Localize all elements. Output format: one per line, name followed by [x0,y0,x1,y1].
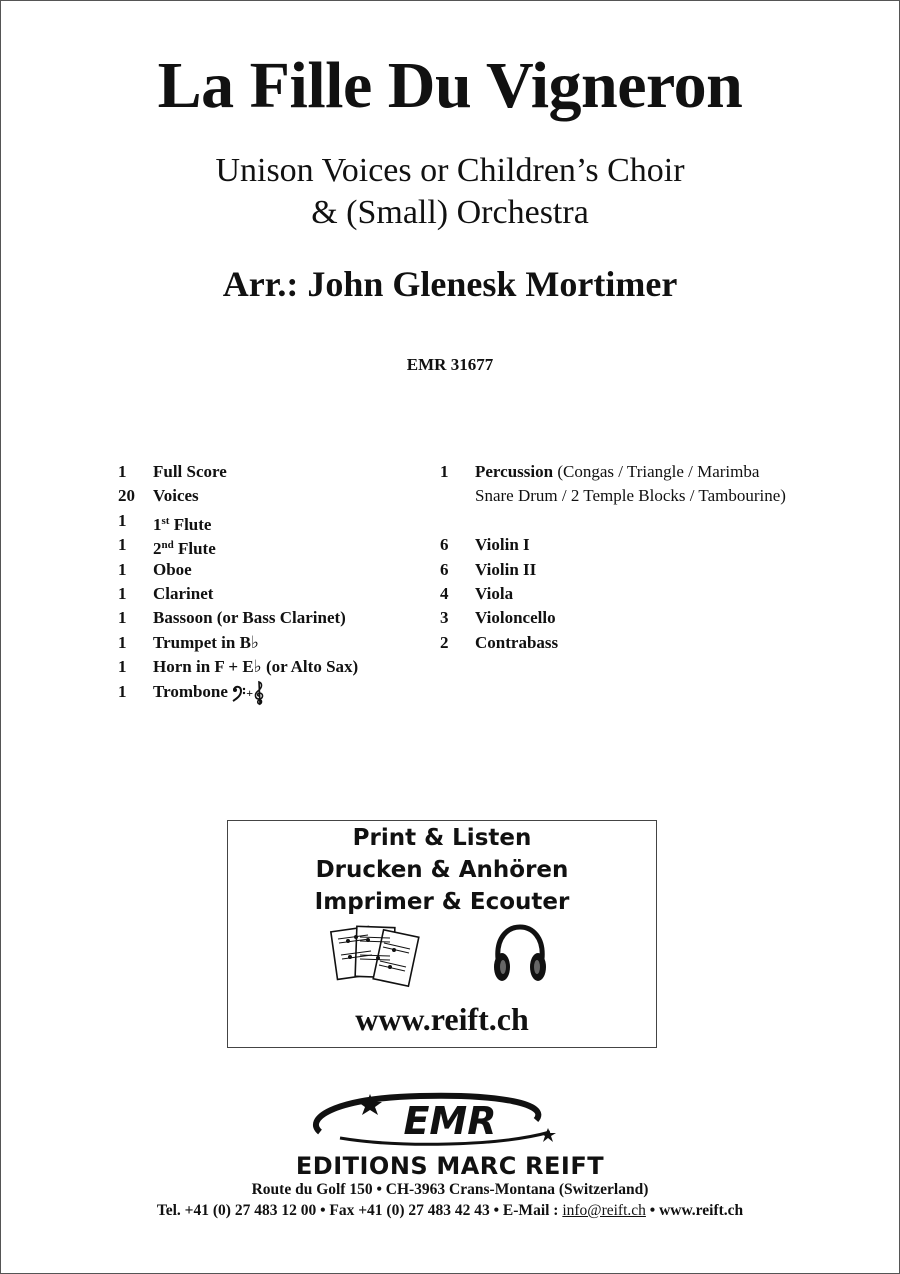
arranger: Arr.: John Glenesk Mortimer [222,264,678,304]
instrument-quantity: 1 [118,559,127,579]
print-and-listen-box [227,820,657,1048]
instrument-quantity: 1 [118,681,127,701]
instrument-quantity: 20 [118,486,135,506]
instrument-label: Trombone [153,681,228,701]
subtitle-line-1: Unison Voices or Children’s Choir [215,152,685,189]
instrument-quantity: 3 [440,608,449,628]
instrument-name: Voices [153,486,199,506]
instrument-label: Flute [178,539,216,559]
emr-star-logo-icon [300,1090,600,1150]
catalog-number: EMR 31677 [406,355,494,374]
contact-phone-fax: Tel. +41 (0) 27 483 12 00 • Fax +41 (0) 27 483 42 43 • E-Mail : [156,1202,559,1219]
instrument-quantity: 4 [440,583,449,603]
instrument-quantity: 6 [440,559,449,579]
instrument-quantity: 1 [118,583,127,603]
sheet-music-icon [328,921,420,991]
instrument-quantity: 1 [440,462,449,481]
instrument-name: Bassoon (or Bass Clarinet) [153,608,346,628]
instrument-name: Oboe [153,559,192,579]
instrument-quantity: 1 [118,632,127,652]
plus-sign: + [246,685,254,700]
instrument-name: Clarinet [153,583,214,603]
ordinal-suffix: st [161,514,170,527]
percussion-detail-line-1: (Congas / Triangle / Marimba [557,462,760,481]
publisher-part-2: MARC [436,1152,517,1180]
instrument-quantity: 1 [118,535,127,555]
publisher-contact [0,1202,900,1220]
instrument-name: Viola [475,583,514,603]
instrument-label: Flute [173,514,212,534]
subtitle-line-2: & (Small) Orchestra [311,194,589,231]
promo-line-french: Imprimer & Ecouter [314,889,570,915]
instrument-name: Violoncello [475,608,556,628]
instrument-name: Contrabass [475,632,559,652]
email-link[interactable]: info@reift.ch [562,1202,646,1219]
instrument-name: Violin I [475,535,530,555]
instrument-name: Horn in F + E♭ (or Alto Sax) [153,657,359,677]
treble-clef-icon [253,680,265,706]
instrument-quantity: 1 [118,510,127,530]
publisher-address: Route du Golf 150 • CH-3963 Crans-Montana (Switzerland) [251,1181,649,1198]
publisher-name [0,1152,900,1180]
ordinal-number: 1 [153,514,162,534]
instrument-name: Trumpet in B♭ [153,632,259,652]
promo-line-english: Print & Listen [352,825,532,851]
instrument-quantity: 2 [440,632,449,652]
instrument-quantity: 6 [440,535,449,555]
ordinal-suffix: nd [161,539,174,552]
instrument-quantity: 1 [118,462,127,481]
page-title: La Fille Du Vigneron [157,49,743,122]
bass-clef-icon [232,684,246,702]
instrument-name [153,680,265,706]
ordinal-number: 2 [153,539,162,559]
promo-line-german: Drucken & Anhören [315,857,569,883]
percussion-detail-line-2: Snare Drum / 2 Temple Blocks / Tambourine) [475,486,786,506]
promo-website: www.reift.ch [355,1001,529,1037]
publisher-part-3: REIFT [525,1152,605,1180]
instrument-name: Violin II [475,559,537,579]
instrument-name: Full Score [153,462,227,481]
instrument-quantity: 1 [118,608,127,628]
instrument-label: Percussion [475,462,554,481]
instrument-quantity: 1 [118,657,127,677]
contact-website[interactable]: • www.reift.ch [649,1202,744,1219]
logo-text: EMR [403,1099,497,1143]
publisher-part-1: EDITIONS [295,1152,429,1180]
headphones-icon [490,923,550,985]
instrument-name [475,460,759,484]
